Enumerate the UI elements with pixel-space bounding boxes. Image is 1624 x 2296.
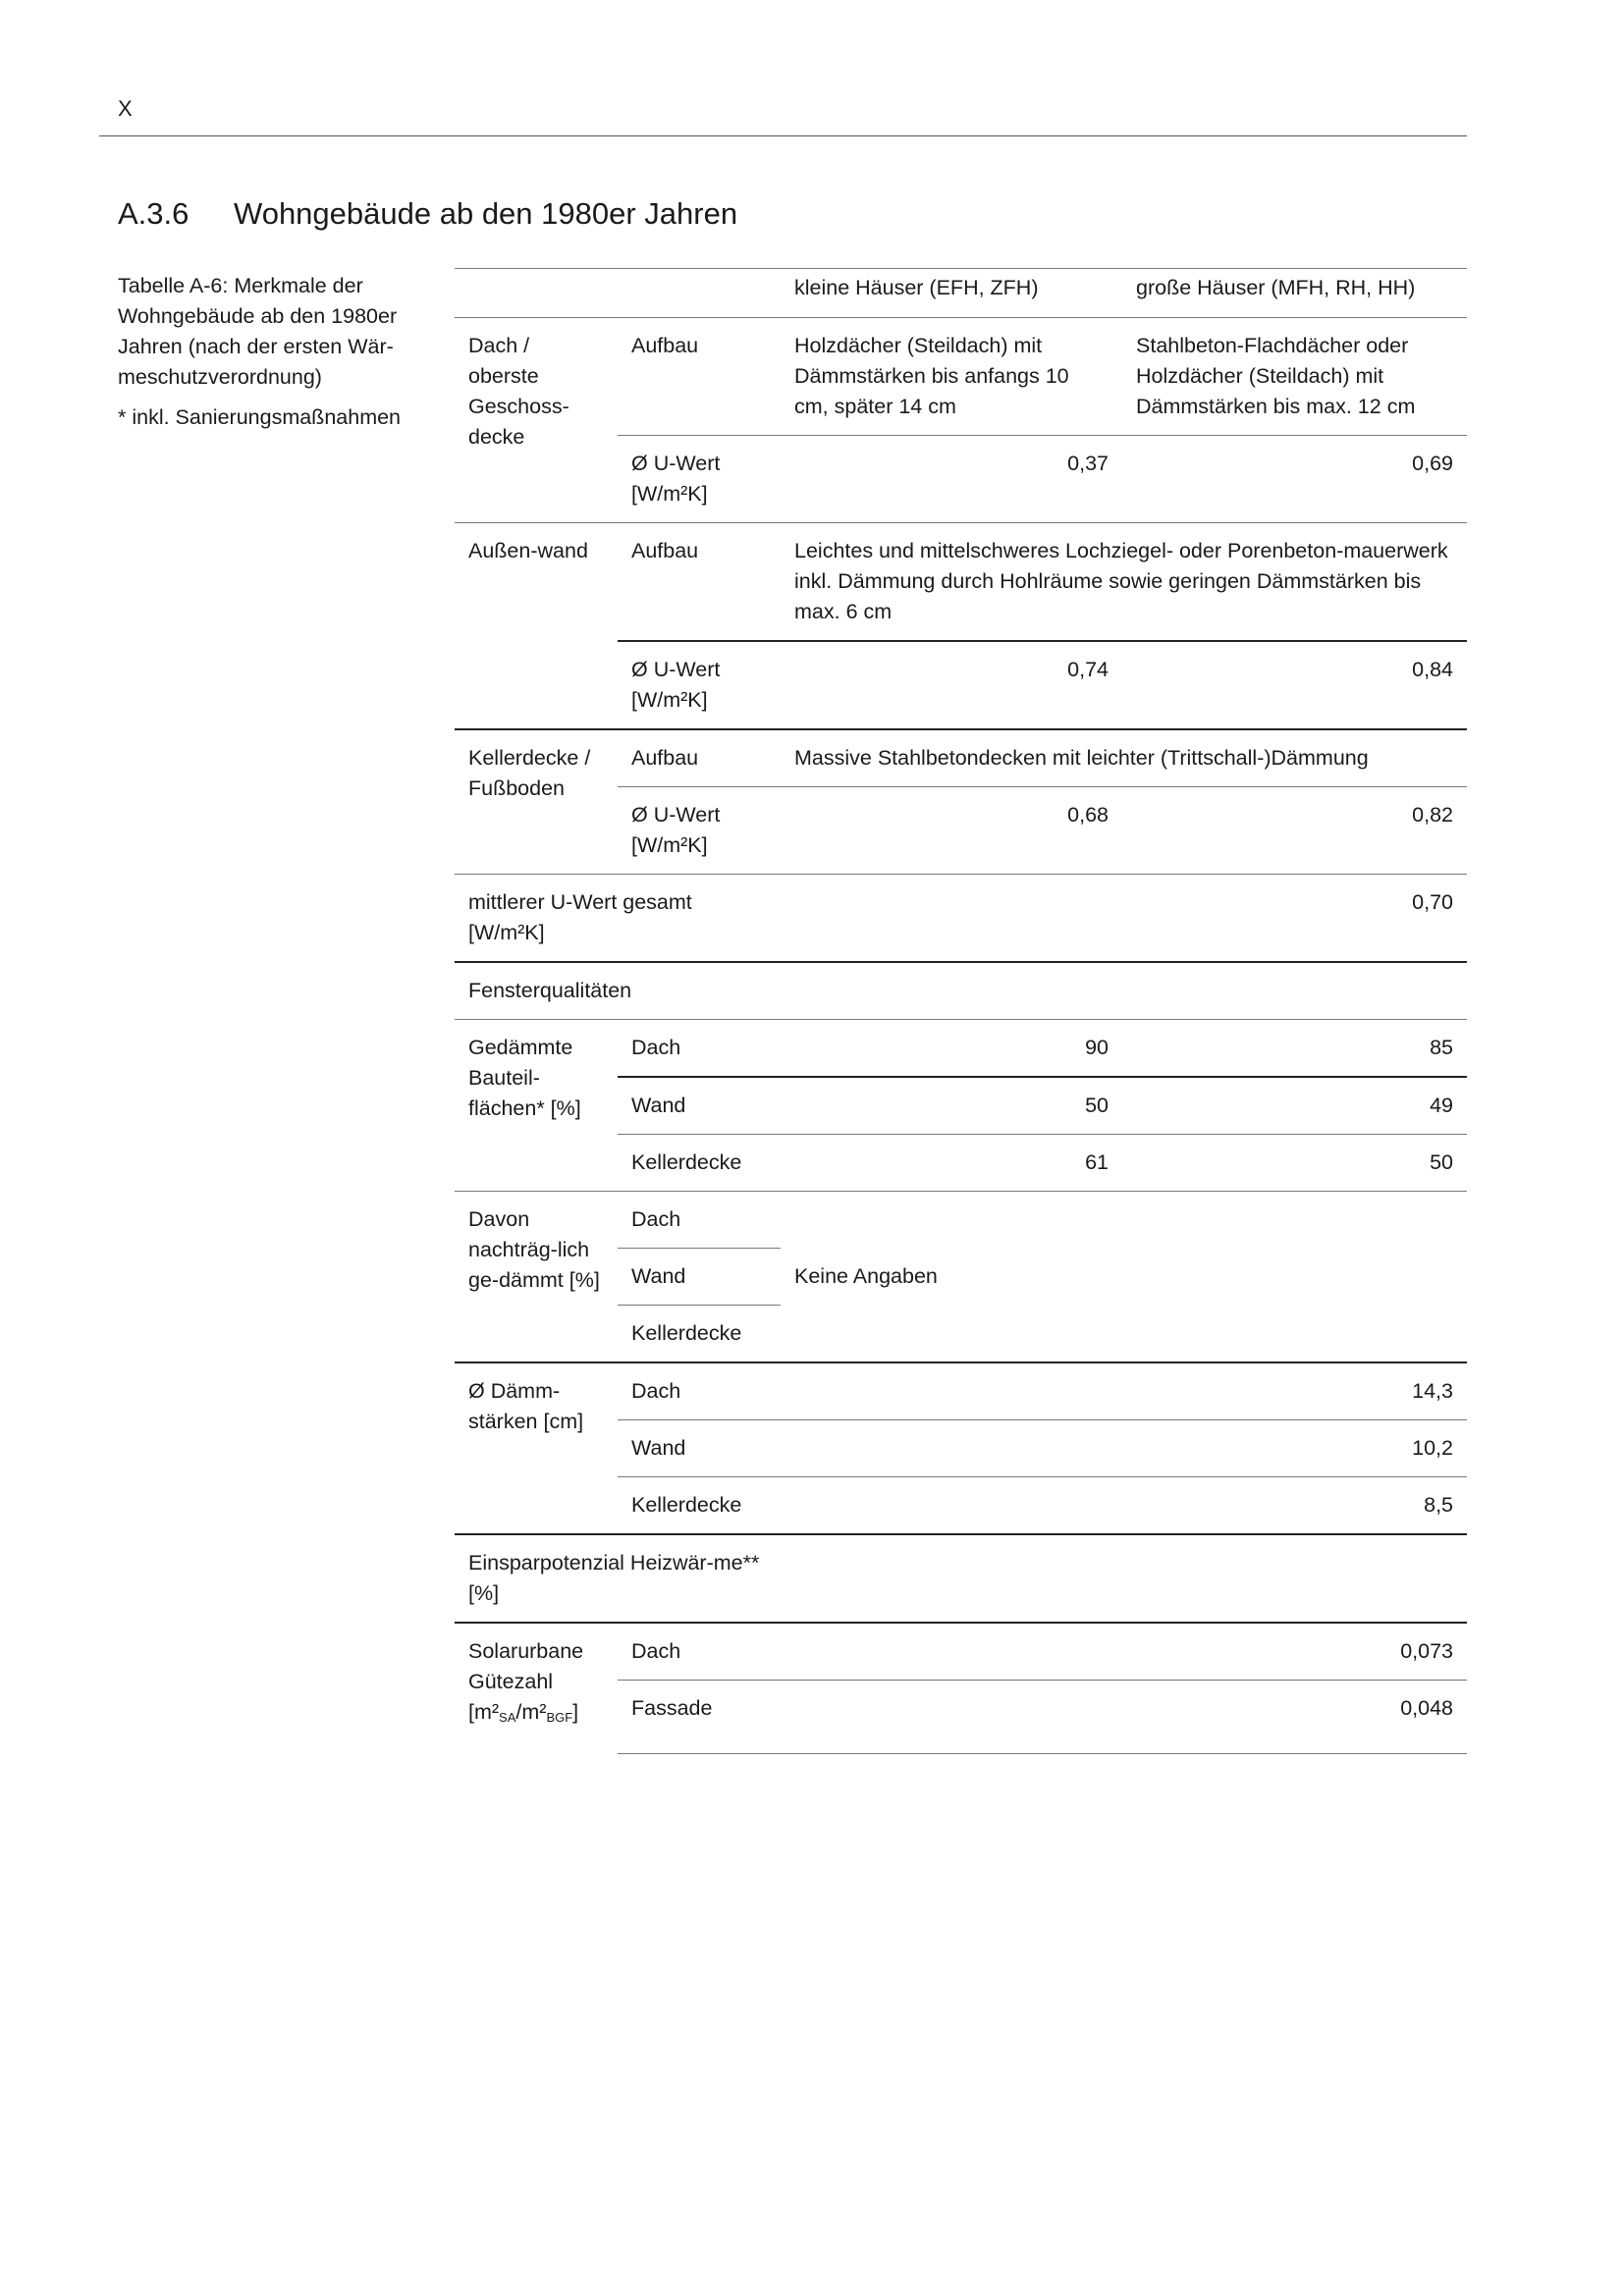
row-label-einspar: Einsparpotenzial Heizwär-me** [%] [455, 1534, 781, 1623]
table-cell: 10,2 [1122, 1420, 1467, 1477]
sub-label: Dach [618, 1623, 781, 1681]
solar-unit-pre: [m² [468, 1700, 500, 1724]
table-row [455, 1192, 1467, 1249]
table-row [455, 523, 1467, 642]
solar-unit-mid: /m² [515, 1700, 547, 1724]
section-title: Wohngebäude ab den 1980er Jahren [234, 196, 738, 231]
sub-label: Aufbau [618, 729, 781, 787]
table-row [455, 1623, 1467, 1681]
sub-label: Wand [618, 1249, 781, 1306]
section-heading [118, 196, 737, 232]
header-rule [99, 135, 1467, 136]
col-header-large: große Häuser (MFH, RH, HH) [1122, 269, 1467, 318]
table-row [455, 962, 1467, 1020]
header-empty-cell [455, 269, 618, 318]
sub-label: Ø U-Wert [W/m²K] [618, 436, 781, 523]
table-cell [781, 1681, 1122, 1754]
table-cell: 0,82 [1122, 787, 1467, 875]
table-row [455, 875, 1467, 963]
table-cell: Leichtes und mittelschweres Lochziegel- oder Porenbeton-mauerwerk inkl. Dämmung durch Hohlräume sowie geringen Dämmstärken bis max. 6 cm [781, 523, 1467, 642]
row-label-keller: Kellerdecke / Fußboden [455, 729, 618, 875]
sub-label: Kellerdecke [618, 1477, 781, 1535]
section-number: A.3.6 [118, 196, 189, 231]
sub-label: Kellerdecke [618, 1135, 781, 1192]
table-cell: 85 [1122, 1020, 1467, 1078]
table-row [455, 1362, 1467, 1420]
col-header-small: kleine Häuser (EFH, ZFH) [781, 269, 1122, 318]
solar-unit-sub2: BGF [546, 1710, 573, 1725]
table-cell [1122, 1534, 1467, 1623]
header-empty-cell [618, 269, 781, 318]
sub-label: Dach [618, 1362, 781, 1420]
table-cell: Stahlbeton-Flachdächer oder Holzdächer (Steildach) mit Dämmstärken bis max. 12 cm [1122, 318, 1467, 436]
row-label-daemmstaerken: Ø Dämm-stärken [cm] [455, 1362, 618, 1534]
table-cell: 8,5 [1122, 1477, 1467, 1535]
table-caption [118, 271, 432, 433]
table-cell: 0,70 [1122, 875, 1467, 963]
table-cell: 0,68 [781, 787, 1122, 875]
row-label-wand: Außen-wand [455, 523, 618, 730]
solar-unit-post: ] [572, 1700, 579, 1724]
table-cell: 0,69 [1122, 436, 1467, 523]
sub-label: Kellerdecke [618, 1306, 781, 1363]
sub-label: Dach [618, 1020, 781, 1078]
table-cell: 0,048 [1122, 1681, 1467, 1754]
table-cell: 0,74 [781, 641, 1122, 729]
characteristics-table [455, 268, 1467, 1754]
table-cell: 14,3 [1122, 1362, 1467, 1420]
table-cell [781, 1362, 1122, 1420]
table-cell: 90 [781, 1020, 1122, 1078]
table-cell: Massive Stahlbetondecken mit leichter (Trittschall-)Dämmung [781, 729, 1467, 787]
table-row [455, 729, 1467, 787]
row-label-dach: Dach / oberste Geschoss-decke [455, 318, 618, 523]
table-header-row [455, 269, 1467, 318]
row-label-nachtraeglich: Davon nachträg-lich ge-dämmt [%] [455, 1192, 618, 1363]
table-cell: 0,84 [1122, 641, 1467, 729]
sub-label: Dach [618, 1192, 781, 1249]
table-row [455, 1020, 1467, 1078]
sub-label: Aufbau [618, 523, 781, 642]
row-label-u-gesamt: mittlerer U-Wert gesamt [W/m²K] [455, 875, 781, 963]
solar-unit-sub1: SA [499, 1710, 516, 1725]
row-label-gedaemmt: Gedämmte Bauteil-flächen* [%] [455, 1020, 618, 1192]
table-cell: 61 [781, 1135, 1122, 1192]
table-cell: 49 [1122, 1077, 1467, 1135]
caption-note: * inkl. Sanierungsmaßnahmen [118, 405, 402, 429]
table-cell: Holzdächer (Steildach) mit Dämmstärken bis anfangs 10 cm, später 14 cm [781, 318, 1122, 436]
sub-label: Wand [618, 1077, 781, 1135]
solar-label-main: Solarurbane Gütezahl [468, 1639, 584, 1693]
table-cell [781, 1623, 1122, 1681]
table-cell-keine-angaben: Keine Angaben [781, 1192, 1467, 1363]
row-label-fenster: Fensterqualitäten [455, 962, 1467, 1020]
table-cell: 0,37 [781, 436, 1122, 523]
row-label-solar [455, 1623, 618, 1754]
sub-label: Fassade [618, 1681, 781, 1754]
table-cell: 50 [1122, 1135, 1467, 1192]
page-header-label: X [118, 96, 133, 121]
table-cell [781, 1534, 1122, 1623]
caption-text: Tabelle A-6: Merkmale der Wohngebäude ab den 1980er Jahren (nach der ersten Wär-meschutzverordnung) [118, 274, 398, 389]
table-cell [781, 875, 1122, 963]
sub-label: Wand [618, 1420, 781, 1477]
table-cell: 50 [781, 1077, 1122, 1135]
table-cell [781, 1420, 1122, 1477]
sub-label: Ø U-Wert [W/m²K] [618, 787, 781, 875]
table-cell: 0,073 [1122, 1623, 1467, 1681]
table-row [455, 1534, 1467, 1623]
table-cell [781, 1477, 1122, 1535]
table-row [455, 318, 1467, 436]
sub-label: Ø U-Wert [W/m²K] [618, 641, 781, 729]
sub-label: Aufbau [618, 318, 781, 436]
